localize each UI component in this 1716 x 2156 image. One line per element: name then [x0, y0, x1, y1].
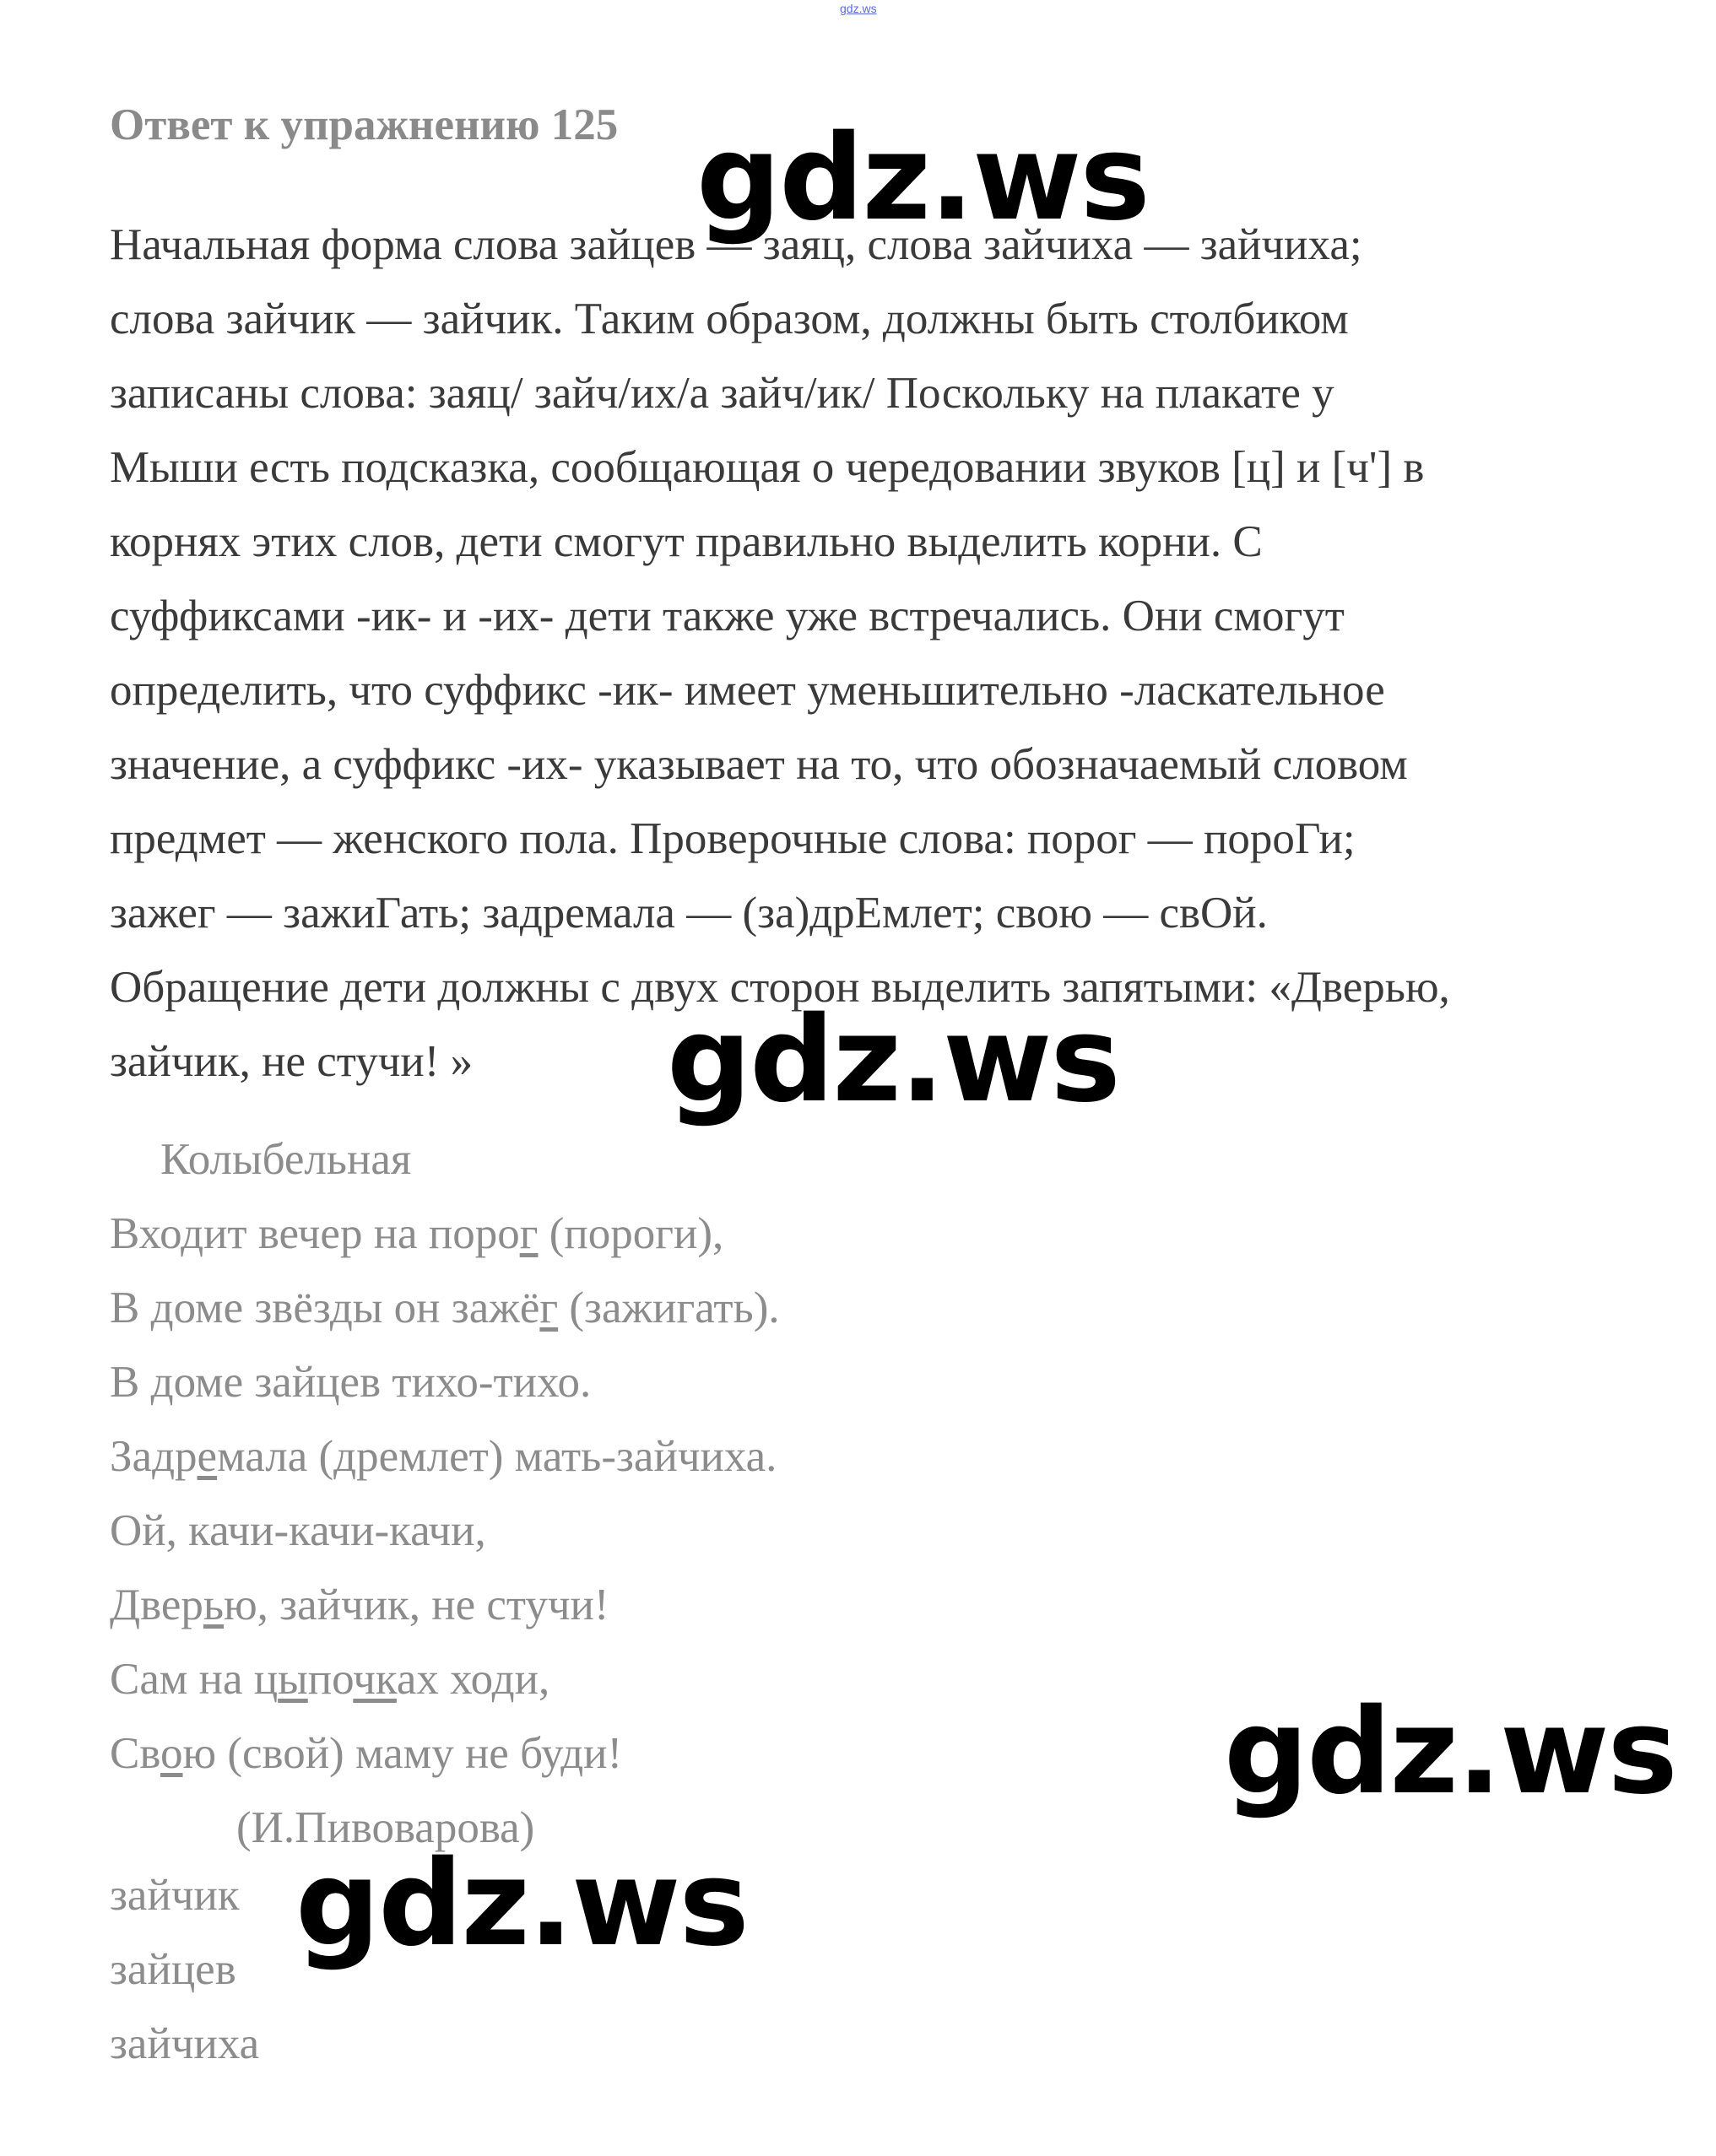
poem-text: ах ходи,: [396, 1655, 550, 1704]
underlined-letter: г: [539, 1283, 559, 1332]
poem-text: (зажигать).: [558, 1283, 780, 1332]
poem-line: [110, 1568, 780, 1642]
poem-author: (И.Пивоварова): [236, 1803, 535, 1852]
paragraph-line: Обращение дети должны с двух сторон выделить запятыми: «Дверью,: [110, 963, 1450, 1012]
paragraph-line: корнях этих слов, дети смогут правильно выделить корни. С: [110, 517, 1263, 566]
word-item: зайчиха: [110, 2019, 260, 2068]
paragraph-line: определить, что суффикс -ик- имеет уменьшительно -ласкательное: [110, 666, 1385, 715]
poem-text: Сам на ц: [110, 1655, 279, 1704]
paragraph-line: записаны слова: заяц/ зайч/их/а зайч/ик/ Поскольку на плакате у: [110, 369, 1334, 418]
poem-text: (пороги),: [538, 1209, 724, 1258]
underlined-letter: ь: [203, 1581, 225, 1629]
word-column: [110, 1858, 259, 2081]
watermark: gdz.ws: [295, 1835, 748, 1973]
poem-line: [110, 1197, 780, 1271]
paragraph-line: суффиксами -ик- и -их- дети также уже встречались. Они смогут: [110, 592, 1345, 640]
paragraph-line: зайчик, не стучи! »: [110, 1037, 474, 1086]
watermark: gdz.ws: [696, 110, 1149, 247]
poem-text: ю, зайчик, не стучи!: [224, 1581, 609, 1629]
paragraph-line: Мыши есть подсказка, сообщающая о чередовании звуков [ц] и [ч'] в: [110, 443, 1425, 492]
poem-line: [110, 1642, 780, 1716]
poem-line: Ой, качи-качи-качи,: [110, 1506, 486, 1555]
poem-text: Задр: [110, 1432, 198, 1481]
underlined-letter: е: [197, 1432, 218, 1481]
poem-line: [110, 1716, 780, 1791]
poem-text: мала (дремлет) мать-зайчиха.: [217, 1432, 777, 1481]
poem-text: ю (свой) маму не буди!: [182, 1729, 623, 1778]
underlined-letter: г: [519, 1209, 539, 1258]
top-source-mark[interactable]: gdz.ws: [840, 2, 877, 15]
paragraph-line: Начальная форма слова зайцев — заяц, слова зайчиха — зайчиха;: [110, 220, 1362, 269]
underlined-letter: ы: [278, 1655, 308, 1704]
poem-text: Св: [110, 1729, 161, 1778]
poem-text: Двер: [110, 1581, 203, 1629]
answer-paragraph: [110, 208, 1595, 1099]
poem-text: Входит вечер на поро: [110, 1209, 520, 1258]
poem-block: [110, 1122, 780, 1865]
underlined-letter: о: [160, 1729, 183, 1778]
poem-line: [110, 1271, 780, 1345]
paragraph-line: значение, а суффикс -их- указывает на то, что обозначаемый словом: [110, 740, 1408, 789]
poem-line: В доме зайцев тихо-тихо.: [110, 1358, 592, 1407]
underlined-letter: чк: [353, 1655, 397, 1704]
poem-text: В доме звёзды он зажё: [110, 1283, 540, 1332]
word-item: зайцев: [110, 1945, 236, 1994]
paragraph-line: предмет — женского пола. Проверочные слова: порог — пороГи;: [110, 814, 1356, 863]
watermark: gdz.ws: [1224, 1683, 1676, 1821]
poem-title: Колыбельная: [160, 1135, 412, 1184]
paragraph-line: зажег — зажиГать; задремала — (за)дрЕмлет; свою — свОй.: [110, 889, 1268, 938]
exercise-heading: Ответ к упражнению 125: [110, 100, 619, 149]
poem-text: по: [307, 1655, 354, 1704]
poem-line: [110, 1419, 780, 1494]
watermark: gdz.ws: [667, 992, 1119, 1129]
word-item: зайчик: [110, 1871, 240, 1920]
paragraph-line: слова зайчик — зайчик. Таким образом, должны быть столбиком: [110, 294, 1349, 343]
